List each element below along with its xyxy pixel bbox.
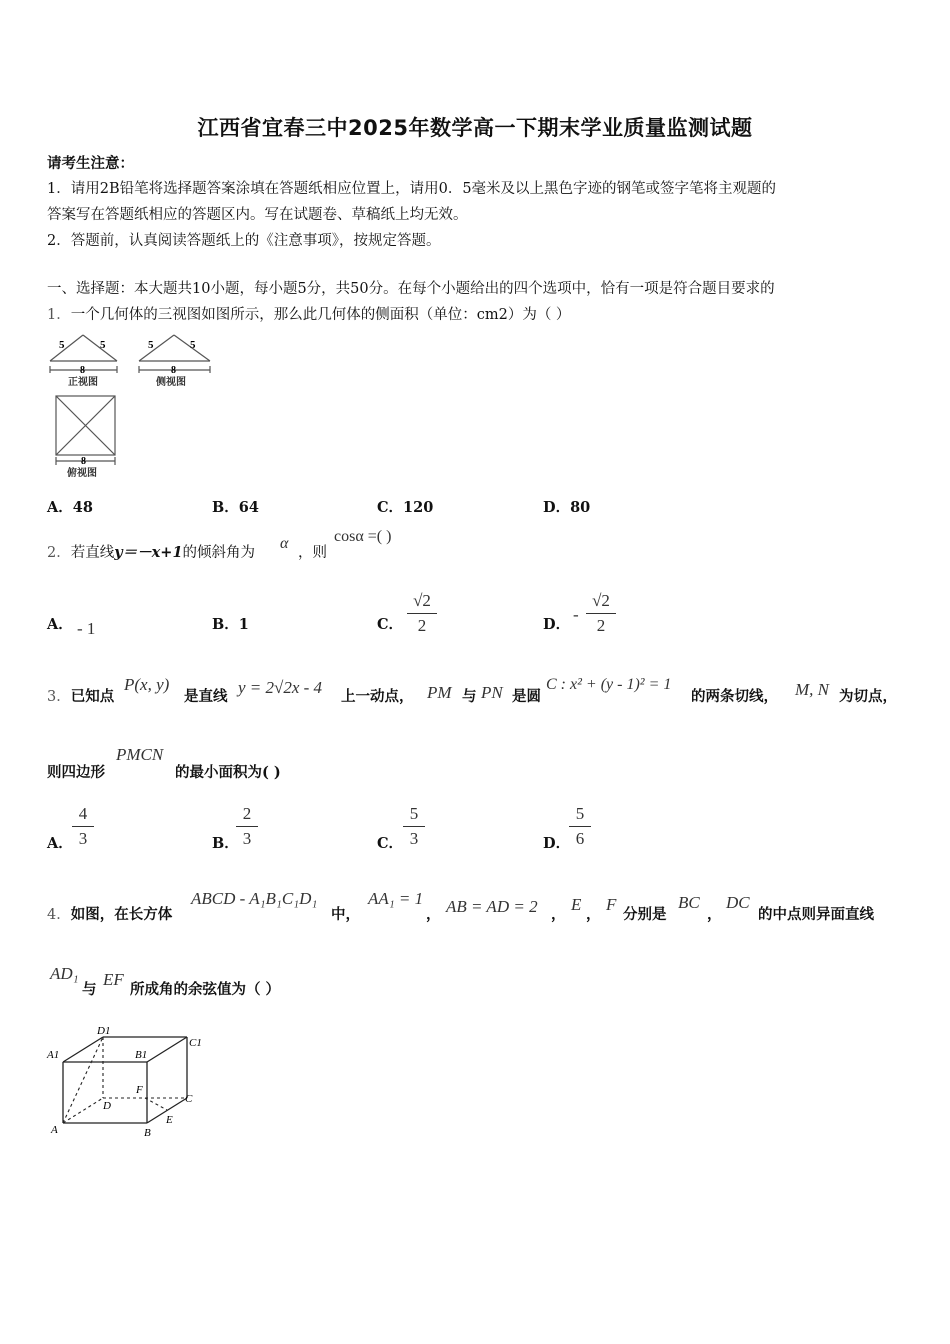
q4-text-4: 与	[82, 981, 97, 998]
top-view	[56, 396, 115, 465]
q3-text-7: 则四边形	[47, 764, 105, 781]
notice-line-2: 2．答题前，认真阅读答题纸上的《注意事项》，按规定答题。	[47, 233, 441, 249]
q2-option-d-sign: -	[573, 605, 579, 624]
q3-pm: PM	[427, 683, 452, 702]
top-width: 8	[81, 456, 86, 467]
label-B: B	[144, 1127, 151, 1139]
q2-cos-expr: cosα =( )	[334, 528, 392, 545]
label-A1: A1	[47, 1049, 60, 1061]
q3-option-d-fraction: 5 6	[569, 803, 591, 850]
q3-line-eq: y = 2√2x - 4	[238, 678, 323, 697]
q3-point: P(x, y)	[124, 675, 170, 694]
q4-comma-1: ，	[426, 906, 441, 923]
q2-option-c[interactable]: C．	[377, 616, 404, 633]
notice-line-1b: 答案写在答题纸相应的答题区内。写在试题卷、草稿纸上均无效。	[47, 207, 468, 223]
section-heading: 一、选择题：本大题共10小题，每小题5分，共50分。在每个小题给出的四个选项中，恰有一项是符合题目要求的	[47, 281, 775, 297]
q1-option-d[interactable]: D．80	[543, 499, 591, 516]
q4-ef: EF	[103, 970, 124, 989]
q4-comma-3: ，	[586, 906, 601, 923]
question-1	[47, 303, 570, 324]
q3-quad: PMCN	[116, 745, 164, 764]
q3-option-c-fraction: 5 3	[403, 803, 425, 850]
notice-line-1: 1．请用2B铅笔将选择题答案涂填在答题纸相应位置上，请用0．5毫米及以上黑色字迹的钢笔或签字笔将主观题的	[47, 181, 777, 197]
q1-option-c[interactable]: C．120	[377, 499, 434, 516]
q3-text-2: 上一动点，	[341, 688, 414, 705]
q3-option-a[interactable]: A．	[47, 835, 73, 852]
notice-heading: 请考生注意：	[47, 155, 134, 172]
cuboid-edges	[63, 1037, 187, 1123]
q1-option-a[interactable]: A．48	[47, 499, 93, 516]
three-view-figure	[40, 333, 230, 483]
q3-text-3: 与	[462, 688, 477, 705]
q3-circle-eq: C : x² + (y - 1)² = 1	[546, 676, 672, 693]
side-view-label: 侧视图	[156, 377, 186, 388]
q2-option-c-fraction: √2 2	[407, 590, 437, 637]
label-C: C	[185, 1093, 193, 1105]
label-D1: D1	[97, 1025, 111, 1037]
front-slant-right: 5	[100, 339, 106, 351]
side-slant-right: 5	[190, 339, 196, 351]
q4-bc: BC	[678, 893, 700, 912]
q4-text-3: 的中点则异面直线	[758, 906, 874, 923]
q3-text-4: 是圆	[512, 688, 541, 705]
label-E: E	[166, 1114, 173, 1126]
question-2: 2．若直线y＝－x+1的倾斜角为	[47, 544, 256, 561]
side-width: 8	[171, 365, 176, 376]
label-C1: C1	[189, 1037, 202, 1049]
question-number: 1．	[47, 307, 71, 323]
front-view-label: 正视图	[68, 377, 98, 388]
question-4: 4．如图，在长方体	[47, 906, 173, 923]
q2-option-b[interactable]: B．1	[212, 616, 249, 633]
cuboid-figure	[45, 1020, 215, 1145]
q4-aa1: AA₁ = 1	[368, 889, 424, 908]
q4-text-5: 所成角的余弦值为（ ）	[130, 981, 281, 998]
q4-comma-2: ，	[551, 906, 566, 923]
q2-option-a-value: - 1	[77, 619, 96, 638]
q2-option-d-fraction: √2 2	[586, 590, 616, 637]
q4-text-1: 中，	[331, 906, 360, 923]
q4-box: ABCD - A₁B₁C₁D₁	[191, 889, 318, 908]
label-B1: B1	[135, 1049, 148, 1061]
q3-text-8: 的最小面积为( )	[175, 764, 281, 781]
q1-option-b[interactable]: B．64	[212, 499, 259, 516]
front-slant-left: 5	[59, 339, 65, 351]
q3-option-b-fraction: 2 3	[236, 803, 258, 850]
q2-then: ，则	[298, 545, 327, 561]
q4-comma-4: ，	[707, 906, 722, 923]
q4-dc: DC	[726, 893, 750, 912]
q4-e: E	[571, 895, 582, 914]
q3-mn: M, N	[795, 680, 829, 699]
q4-ad1: AD₁	[50, 964, 79, 983]
q3-option-d[interactable]: D．	[543, 835, 571, 852]
q3-option-b[interactable]: B．	[212, 835, 239, 852]
label-F: F	[136, 1084, 143, 1096]
q2-option-a[interactable]: A．	[47, 616, 73, 633]
front-width: 8	[80, 365, 85, 376]
question-text: 一个几何体的三视图如图所示，那么此几何体的侧面积（单位：cm2）为（ ）	[70, 307, 571, 323]
label-D: D	[103, 1100, 111, 1112]
q2-option-d[interactable]: D．	[543, 616, 571, 633]
q2-alpha: α	[280, 535, 289, 552]
label-A: A	[51, 1124, 58, 1136]
q3-text-6: 为切点，	[839, 688, 897, 705]
q3-option-c[interactable]: C．	[377, 835, 404, 852]
q4-text-2: 分别是	[623, 906, 667, 923]
q3-text-5: 的两条切线，	[691, 688, 778, 705]
q4-f: F	[606, 895, 617, 914]
q3-pn: PN	[481, 683, 503, 702]
question-3: 3．已知点	[47, 688, 115, 705]
q4-ab-ad: AB = AD = 2	[446, 897, 538, 916]
page-title: 江西省宜春三中2025年数学高一下期末学业质量监测试题	[197, 116, 753, 140]
q3-text-1: 是直线	[184, 688, 228, 705]
side-slant-left: 5	[148, 339, 154, 351]
top-view-label: 俯视图	[67, 468, 97, 479]
q3-option-a-fraction: 4 3	[72, 803, 94, 850]
